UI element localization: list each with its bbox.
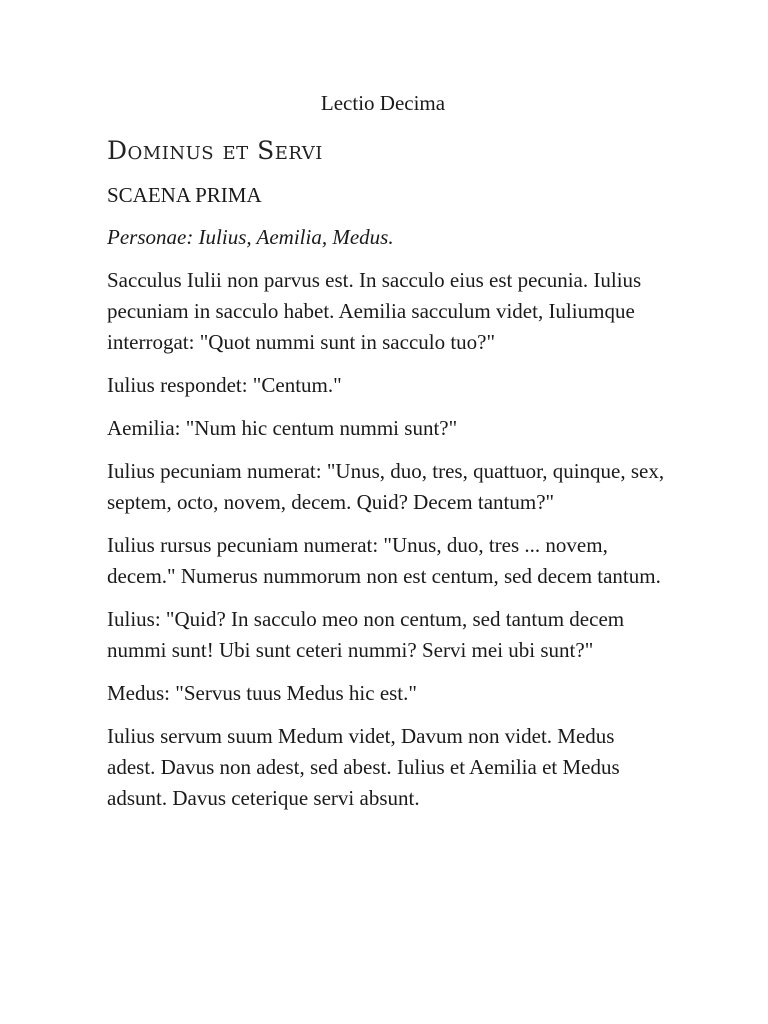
scene-title: SCAENA PRIMA — [107, 183, 262, 207]
paragraph: Iulius rursus pecuniam numerat: "Unus, duo, tres ... novem, decem." Numerus nummorum non est centum, sed decem tantum. — [107, 533, 661, 588]
paragraph: Iulius: "Quid? In sacculo meo non centum, sed tantum decem nummi sunt! Ubi sunt ceteri nummi? Servi mei ubi sunt?" — [107, 607, 625, 662]
paragraph: Sacculus Iulii non parvus est. In sacculo eius est pecunia. Iulius pecuniam in sacculo habet. Aemilia sacculum videt, Iuliumque interrogat: "Quot nummi sunt in sacculo tuo?" — [107, 268, 642, 354]
paragraph: Aemilia: "Num hic centum nummi sunt?" — [107, 416, 458, 440]
paragraph: Iulius servum suum Medum videt, Davum non videt. Medus adest. Davus non adest, sed abest. Iulius et Aemilia et Medus adsunt. Davus ceterique servi absunt. — [107, 724, 620, 810]
document-page — [107, 88, 667, 826]
paragraph: Medus: "Servus tuus Medus hic est." — [107, 681, 417, 705]
paragraph: Iulius respondet: "Centum." — [107, 373, 342, 397]
story-title: Dominus et Servi — [107, 136, 323, 165]
personae-line: Personae: Iulius, Aemilia, Medus. — [107, 225, 394, 249]
paragraph: Iulius pecuniam numerat: "Unus, duo, tres, quattuor, quinque, sex, septem, octo, novem, decem. Quid? Decem tantum?" — [107, 459, 665, 514]
chapter-title: Lectio Decima — [320, 91, 446, 115]
